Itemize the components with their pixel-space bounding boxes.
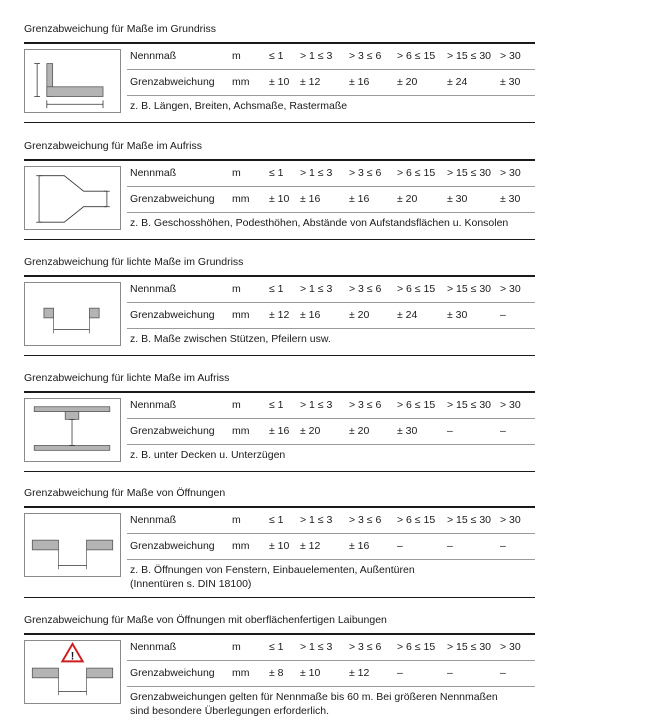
- section-note: z. B. Längen, Breiten, Achsmaße, Rastermaße: [130, 100, 348, 112]
- value: ± 16: [349, 76, 370, 88]
- value: ± 12: [269, 309, 290, 321]
- section-note: z. B. unter Decken u. Unterzügen: [130, 449, 286, 461]
- value: –: [500, 425, 506, 437]
- value: > 30: [500, 514, 521, 526]
- section-bottom-rule: [24, 355, 535, 356]
- value: > 15 ≤ 30: [447, 399, 492, 411]
- section-note: z. B. Öffnungen von Fenstern, Einbauelementen, Außentüren (Innentüren s. DIN 18100): [130, 564, 415, 590]
- value: ± 24: [447, 76, 468, 88]
- value: ± 16: [300, 193, 321, 205]
- table-row-grenzabweichung: [127, 70, 535, 95]
- section-lichte-grundriss: [24, 255, 535, 359]
- row-divider: [127, 95, 535, 96]
- value: > 1 ≤ 3: [300, 514, 333, 526]
- value: –: [500, 540, 506, 552]
- value: > 30: [500, 641, 521, 653]
- value: > 30: [500, 167, 521, 179]
- row-label: Nennmaß: [130, 50, 177, 62]
- unit: m: [232, 283, 241, 295]
- value: ≤ 1: [269, 167, 284, 179]
- value: ≤ 1: [269, 283, 284, 295]
- value: > 6 ≤ 15: [397, 167, 436, 179]
- section-bottom-rule: [24, 122, 535, 123]
- value: ≤ 1: [269, 50, 284, 62]
- value: –: [500, 309, 506, 321]
- section-title: Grenzabweichung für Maße von Öffnungen: [24, 487, 226, 499]
- value: ± 16: [349, 193, 370, 205]
- unit: mm: [232, 193, 250, 205]
- value: ± 30: [500, 193, 521, 205]
- svg-text:!: !: [70, 650, 75, 663]
- value: > 30: [500, 283, 521, 295]
- value: ± 24: [397, 309, 418, 321]
- value: > 15 ≤ 30: [447, 641, 492, 653]
- row-label: Nennmaß: [130, 399, 177, 411]
- opening-icon: [24, 513, 121, 577]
- row-label: Nennmaß: [130, 283, 177, 295]
- unit: mm: [232, 667, 250, 679]
- value: ± 20: [300, 425, 321, 437]
- table-row-grenzabweichung: [127, 187, 535, 212]
- value: ± 10: [269, 76, 290, 88]
- unit: m: [232, 514, 241, 526]
- row-label: Grenzabweichung: [130, 193, 215, 205]
- value: ± 10: [269, 193, 290, 205]
- value: ± 16: [349, 540, 370, 552]
- section-oeffnungen: [24, 486, 535, 602]
- value: –: [447, 667, 453, 679]
- value: ± 20: [397, 76, 418, 88]
- elevation-lines-icon: [24, 166, 121, 230]
- value: –: [447, 540, 453, 552]
- value: > 1 ≤ 3: [300, 641, 333, 653]
- row-divider: [127, 444, 535, 445]
- unit: m: [232, 399, 241, 411]
- value: ± 20: [349, 309, 370, 321]
- row-label: Grenzabweichung: [130, 309, 215, 321]
- value: > 3 ≤ 6: [349, 167, 382, 179]
- table-row-nennmass: [127, 635, 535, 660]
- value: –: [447, 425, 453, 437]
- l-shaped-plan-icon: [24, 49, 121, 113]
- value: ± 12: [349, 667, 370, 679]
- value: ± 10: [300, 667, 321, 679]
- section-title: Grenzabweichung für Maße von Öffnungen mit oberflächenfertigen Laibungen: [24, 614, 387, 626]
- row-label: Grenzabweichung: [130, 540, 215, 552]
- value: ± 12: [300, 76, 321, 88]
- table-row-grenzabweichung: [127, 534, 535, 559]
- value: ± 20: [349, 425, 370, 437]
- value: > 30: [500, 399, 521, 411]
- value: > 3 ≤ 6: [349, 283, 382, 295]
- value: > 15 ≤ 30: [447, 514, 492, 526]
- section-lichte-aufriss: [24, 371, 535, 475]
- row-label: Nennmaß: [130, 514, 177, 526]
- row-divider: [127, 212, 535, 213]
- row-label: Nennmaß: [130, 167, 177, 179]
- value: ± 16: [300, 309, 321, 321]
- value: ± 30: [397, 425, 418, 437]
- value: –: [397, 667, 403, 679]
- table-row-nennmass: [127, 277, 535, 302]
- unit: mm: [232, 425, 250, 437]
- value: > 15 ≤ 30: [447, 283, 492, 295]
- table-row-nennmass: [127, 508, 535, 533]
- table-row-nennmass: [127, 161, 535, 186]
- value: > 1 ≤ 3: [300, 399, 333, 411]
- section-oeffnungen-laibungen: [24, 613, 535, 725]
- table-row-grenzabweichung: [127, 303, 535, 328]
- unit: mm: [232, 76, 250, 88]
- section-title: Grenzabweichung für Maße im Grundriss: [24, 23, 216, 35]
- table-row-nennmass: [127, 44, 535, 69]
- value: > 6 ≤ 15: [397, 399, 436, 411]
- row-label: Grenzabweichung: [130, 76, 215, 88]
- section-bottom-rule: [24, 471, 535, 472]
- value: > 6 ≤ 15: [397, 641, 436, 653]
- section-note: z. B. Maße zwischen Stützen, Pfeilern usw.: [130, 333, 331, 345]
- value: > 6 ≤ 15: [397, 283, 436, 295]
- opening-warning-icon: [24, 640, 121, 704]
- value: –: [397, 540, 403, 552]
- value: ± 30: [447, 309, 468, 321]
- row-label: Grenzabweichung: [130, 425, 215, 437]
- value: > 6 ≤ 15: [397, 50, 436, 62]
- table-row-grenzabweichung: [127, 419, 535, 444]
- beam-elevation-icon: [24, 398, 121, 462]
- row-divider: [127, 686, 535, 687]
- section-note: z. B. Geschosshöhen, Podesthöhen, Abstände von Aufstandsflächen u. Konsolen: [130, 217, 509, 229]
- value: > 1 ≤ 3: [300, 167, 333, 179]
- row-label: Nennmaß: [130, 641, 177, 653]
- unit: m: [232, 50, 241, 62]
- value: > 3 ≤ 6: [349, 399, 382, 411]
- row-divider: [127, 559, 535, 560]
- value: ± 20: [397, 193, 418, 205]
- section-title: Grenzabweichung für lichte Maße im Aufriss: [24, 372, 230, 384]
- value: > 3 ≤ 6: [349, 514, 382, 526]
- section-grundriss: [24, 22, 535, 126]
- value: > 15 ≤ 30: [447, 167, 492, 179]
- value: ± 8: [269, 667, 284, 679]
- section-bottom-rule: [24, 239, 535, 240]
- value: ± 30: [447, 193, 468, 205]
- value: ≤ 1: [269, 399, 284, 411]
- section-title: Grenzabweichung für Maße im Aufriss: [24, 140, 202, 152]
- row-label: Grenzabweichung: [130, 667, 215, 679]
- value: ± 16: [269, 425, 290, 437]
- value: > 1 ≤ 3: [300, 50, 333, 62]
- value: > 3 ≤ 6: [349, 641, 382, 653]
- section-bottom-rule: [24, 597, 535, 598]
- table-row-grenzabweichung: [127, 661, 535, 686]
- value: ± 30: [500, 76, 521, 88]
- section-aufriss: [24, 139, 535, 243]
- value: ≤ 1: [269, 514, 284, 526]
- value: > 3 ≤ 6: [349, 50, 382, 62]
- table-row-nennmass: [127, 393, 535, 418]
- section-title: Grenzabweichung für lichte Maße im Grundriss: [24, 256, 244, 268]
- section-note: Grenzabweichungen gelten für Nennmaße bis 60 m. Bei größeren Nennmaßen sind besondere Überlegungen erforderlich.: [130, 691, 498, 717]
- columns-plan-icon: [24, 282, 121, 346]
- value: > 1 ≤ 3: [300, 283, 333, 295]
- unit: mm: [232, 540, 250, 552]
- unit: mm: [232, 309, 250, 321]
- unit: m: [232, 641, 241, 653]
- value: > 15 ≤ 30: [447, 50, 492, 62]
- value: ≤ 1: [269, 641, 284, 653]
- row-divider: [127, 328, 535, 329]
- value: ± 12: [300, 540, 321, 552]
- value: ± 10: [269, 540, 290, 552]
- value: > 30: [500, 50, 521, 62]
- value: > 6 ≤ 15: [397, 514, 436, 526]
- value: –: [500, 667, 506, 679]
- unit: m: [232, 167, 241, 179]
